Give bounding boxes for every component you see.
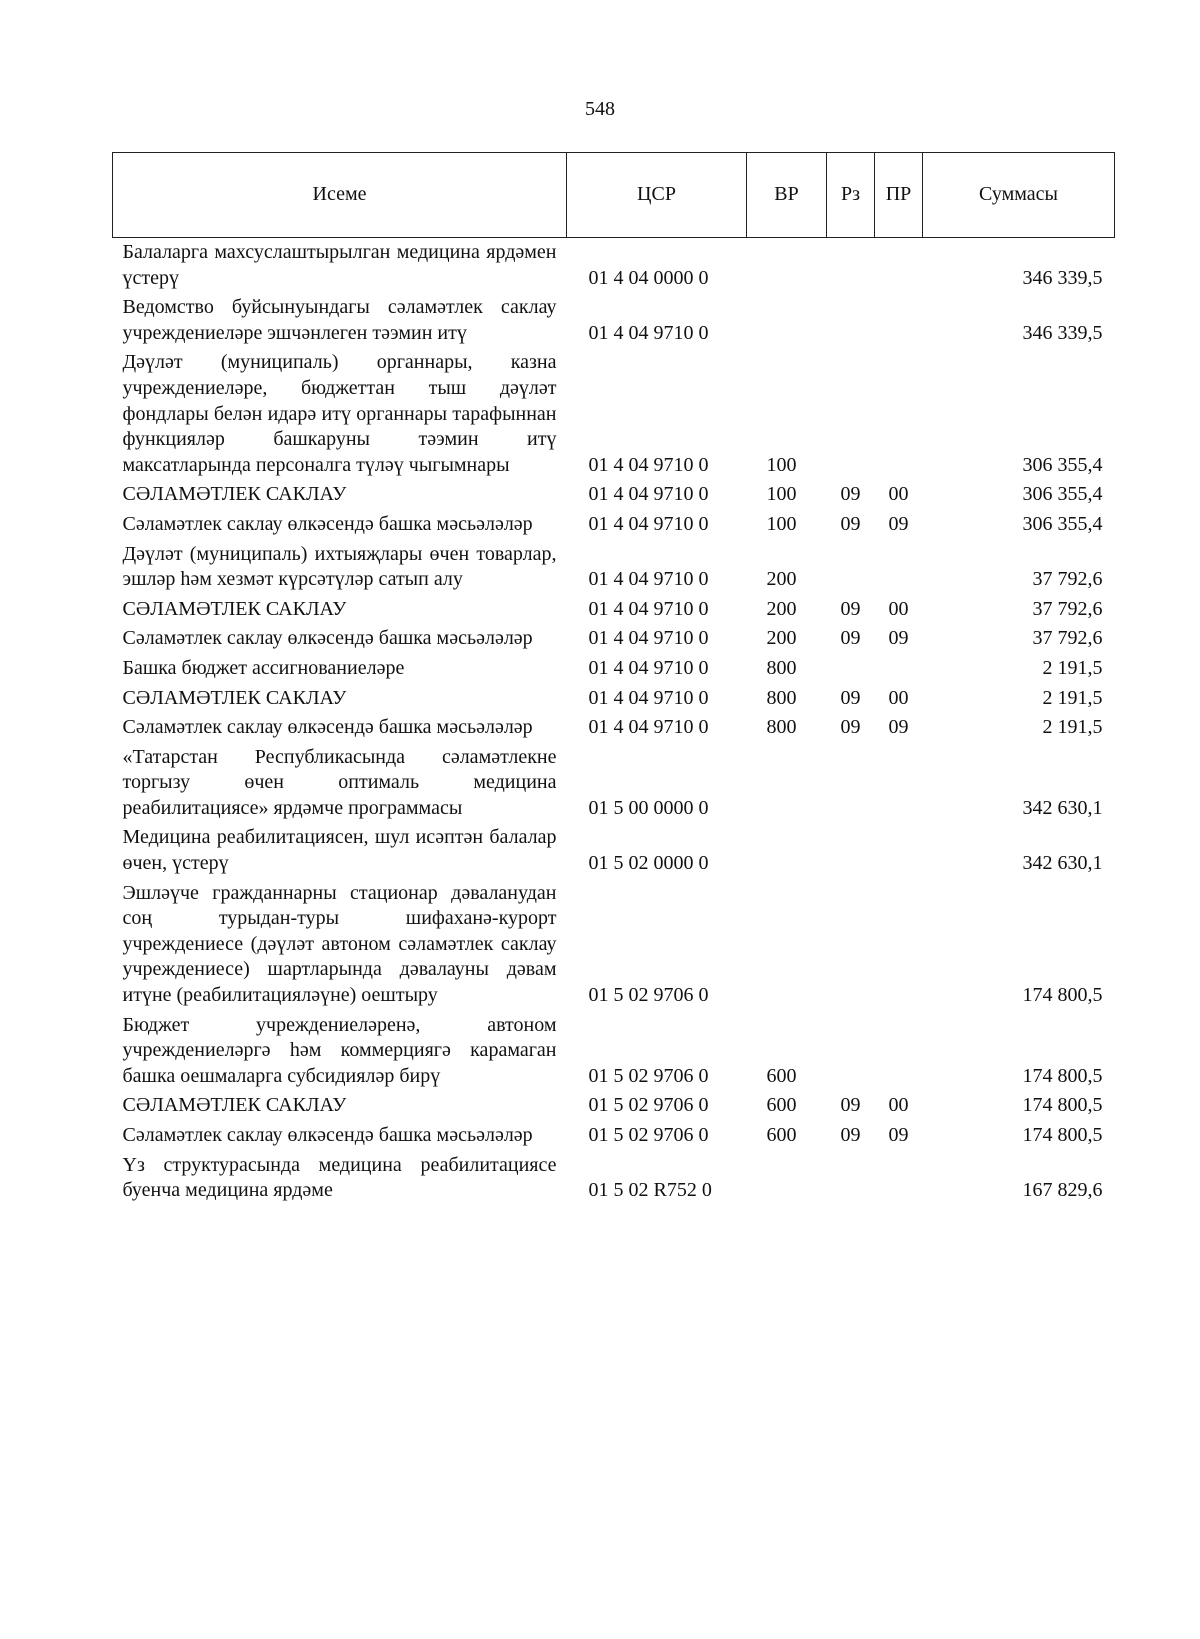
cell-rz: 09 <box>840 1124 861 1146</box>
cell-sum: 2 191,5 <box>1042 686 1103 709</box>
table-row <box>113 654 1115 684</box>
budget-table <box>112 152 1115 1204</box>
table-row <box>113 238 1115 294</box>
cell-name: Эшләүче гражданнарны стационар дәваланудан соң турыдан-туры шифаханә-курорт учреждениесе (дәүләт автоном сәламәтлек саклау учреждениесе) шартларында дәвалауны дәвам итүне (реабилитацияләүне) оештыру <box>122 881 557 1007</box>
cell-rz <box>827 879 875 1011</box>
cell-pr: 00 <box>888 1094 909 1117</box>
cell-sum: 174 800,5 <box>1022 1094 1103 1117</box>
cell-name: Ведомство буйсынуындагы сәламәтлек саклау учреждениеләре эшчәнлеген тәэмин итү <box>122 296 557 344</box>
cell-pr <box>875 1011 923 1092</box>
cell-rz: 09 <box>840 716 861 739</box>
cell-rz <box>827 1151 875 1204</box>
cell-pr <box>875 348 923 480</box>
cell-pr: 09 <box>888 1124 909 1146</box>
cell-rz <box>827 1011 875 1092</box>
cell-rz <box>827 348 875 480</box>
cell-sum: 174 800,5 <box>1022 1124 1103 1146</box>
cell-name: Дәүләт (муниципаль) ихтыяҗлары өчен товарлар, эшләр һәм хезмәт күрсәтүләр сатып алу <box>122 542 557 591</box>
table-row <box>113 743 1115 824</box>
cell-pr: 09 <box>888 512 909 535</box>
header-row <box>113 153 1115 238</box>
cell-rz: 09 <box>840 597 861 620</box>
cell-csr: 01 4 04 9710 0 <box>588 483 709 506</box>
cell-rz: 09 <box>840 627 861 650</box>
cell-rz <box>827 743 875 824</box>
cell-name: «Татарстан Республикасында сәламәтлекне торгызу өчен оптималь медицина реабилитациясе» ярдәмче программасы <box>122 745 557 819</box>
cell-csr: 01 4 04 9710 0 <box>588 321 709 344</box>
table-row <box>113 713 1115 743</box>
cell-vr <box>747 823 827 878</box>
header-pr: ПР <box>875 153 923 238</box>
header-rz: Рз <box>827 153 875 238</box>
cell-rz <box>827 540 875 595</box>
table-row <box>113 595 1115 625</box>
cell-name: Башка бюджет ассигнованиеләре <box>122 656 405 679</box>
cell-vr: 600 <box>766 1094 797 1117</box>
cell-sum: 342 630,1 <box>1022 796 1103 819</box>
table-row <box>113 293 1115 348</box>
cell-vr <box>747 879 827 1011</box>
cell-pr: 00 <box>888 597 909 620</box>
cell-rz: 09 <box>840 686 861 709</box>
cell-vr: 100 <box>766 483 797 506</box>
table-row <box>113 823 1115 878</box>
cell-pr <box>875 823 923 878</box>
cell-csr: 01 5 02 9706 0 <box>588 1124 709 1146</box>
cell-csr: 01 5 02 0000 0 <box>588 852 709 875</box>
cell-csr: 01 5 02 9706 0 <box>588 1094 709 1117</box>
cell-pr <box>875 293 923 348</box>
cell-sum: 174 800,5 <box>1022 1064 1103 1087</box>
cell-csr: 01 5 02 R752 0 <box>588 1179 712 1202</box>
cell-sum: 37 792,6 <box>1032 627 1103 650</box>
table-row <box>113 510 1115 540</box>
cell-rz <box>827 293 875 348</box>
cell-sum: 167 829,6 <box>1022 1179 1103 1202</box>
table-body <box>113 238 1115 1204</box>
cell-rz <box>827 823 875 878</box>
cell-pr <box>875 654 923 684</box>
header-vr: ВР <box>747 153 827 238</box>
cell-name: Сәламәтлек саклау өлкәсендә башка мәсьәләләр <box>122 627 533 650</box>
cell-vr: 200 <box>766 627 797 650</box>
cell-sum: 306 355,4 <box>1022 483 1103 506</box>
cell-name: СӘЛАМӘТЛЕК САКЛАУ <box>122 1094 347 1117</box>
cell-pr: 09 <box>888 627 909 650</box>
cell-pr <box>875 540 923 595</box>
table-row <box>113 1091 1115 1121</box>
cell-csr: 01 4 04 9710 0 <box>588 453 709 476</box>
cell-vr: 800 <box>766 656 797 679</box>
cell-vr: 600 <box>766 1064 797 1087</box>
cell-rz: 09 <box>840 1094 861 1117</box>
cell-csr: 01 4 04 9710 0 <box>588 568 709 591</box>
cell-csr: 01 4 04 9710 0 <box>588 627 709 650</box>
cell-csr: 01 5 02 9706 0 <box>588 984 709 1007</box>
cell-name: Сәламәтлек саклау өлкәсендә башка мәсьәләләр <box>122 716 533 739</box>
cell-name: Үз структурасында медицина реабилитациясе буенча медицина ярдәме <box>122 1153 557 1202</box>
cell-name: Бюджет учреждениеләренә, автоном учреждениеләргә һәм коммерциягә карамаган башка оешмаларга субсидияләр бирү <box>122 1013 557 1087</box>
cell-rz: 09 <box>840 512 861 535</box>
cell-vr: 800 <box>766 716 797 739</box>
cell-rz: 09 <box>840 483 861 506</box>
cell-vr <box>747 1151 827 1204</box>
cell-vr <box>747 293 827 348</box>
cell-csr: 01 5 02 9706 0 <box>588 1064 709 1087</box>
cell-csr: 01 4 04 9710 0 <box>588 656 709 679</box>
table-row <box>113 348 1115 480</box>
cell-pr: 00 <box>888 483 909 506</box>
page-number: 548 <box>585 98 615 120</box>
cell-rz <box>827 654 875 684</box>
cell-pr: 00 <box>888 686 909 709</box>
cell-sum: 346 339,5 <box>1022 266 1103 289</box>
table-header <box>113 153 1115 238</box>
cell-pr <box>875 743 923 824</box>
table-row <box>113 624 1115 654</box>
cell-sum: 174 800,5 <box>1022 984 1103 1007</box>
cell-vr: 200 <box>766 568 797 591</box>
cell-sum: 2 191,5 <box>1042 656 1103 679</box>
cell-sum: 306 355,4 <box>1022 512 1103 535</box>
cell-name: СӘЛАМӘТЛЕК САКЛАУ <box>122 597 347 620</box>
cell-name: Медицина реабилитациясен, шул исәптән балалар өчен, үстерү <box>122 826 557 875</box>
cell-vr: 200 <box>766 597 797 620</box>
cell-name: Сәламәтлек саклау өлкәсендә башка мәсьәләләр <box>122 1124 533 1146</box>
cell-sum: 342 630,1 <box>1022 852 1103 875</box>
cell-vr <box>747 743 827 824</box>
table-row <box>113 879 1115 1011</box>
table-row <box>113 1151 1115 1204</box>
cell-sum: 346 339,5 <box>1022 321 1103 344</box>
header-sum: Суммасы <box>923 153 1115 238</box>
cell-vr: 100 <box>766 453 797 476</box>
cell-sum: 37 792,6 <box>1032 568 1103 591</box>
cell-sum: 2 191,5 <box>1042 716 1103 739</box>
cell-name: Сәламәтлек саклау өлкәсендә башка мәсьәләләр <box>122 512 533 535</box>
cell-sum: 37 792,6 <box>1032 597 1103 620</box>
table-row <box>113 540 1115 595</box>
cell-name: Дәүләт (муниципаль) органнары, казна учреждениеләре, бюджеттан тыш дәүләт фондлары белән идарә итү органнары тарафыннан функцияләр башкаруны тәэмин итү максатларында персоналга түләү чыгымнары <box>122 351 557 476</box>
cell-name: Балаларга махсуслаштырылган медицина ярдәмен үстерү <box>122 241 557 289</box>
cell-csr: 01 5 00 0000 0 <box>588 796 709 819</box>
header-csr: ЦСР <box>567 153 747 238</box>
cell-vr <box>747 238 827 294</box>
cell-sum: 306 355,4 <box>1022 453 1103 476</box>
cell-vr: 800 <box>766 686 797 709</box>
cell-csr: 01 4 04 0000 0 <box>588 266 709 289</box>
cell-csr: 01 4 04 9710 0 <box>588 512 709 535</box>
cell-pr <box>875 879 923 1011</box>
cell-vr: 100 <box>766 512 797 535</box>
cell-name: СӘЛАМӘТЛЕК САКЛАУ <box>122 686 347 709</box>
cell-pr <box>875 1151 923 1204</box>
cell-name: СӘЛАМӘТЛЕК САКЛАУ <box>122 483 347 506</box>
cell-csr: 01 4 04 9710 0 <box>588 597 709 620</box>
cell-csr: 01 4 04 9710 0 <box>588 716 709 739</box>
table-row <box>113 1121 1115 1151</box>
cell-rz <box>827 238 875 294</box>
header-name: Исеме <box>113 153 567 238</box>
cell-pr <box>875 238 923 294</box>
cell-csr: 01 4 04 9710 0 <box>588 686 709 709</box>
table-row <box>113 480 1115 510</box>
table-row <box>113 684 1115 714</box>
cell-pr: 09 <box>888 716 909 739</box>
table-row <box>113 1011 1115 1092</box>
cell-vr: 600 <box>766 1124 797 1146</box>
